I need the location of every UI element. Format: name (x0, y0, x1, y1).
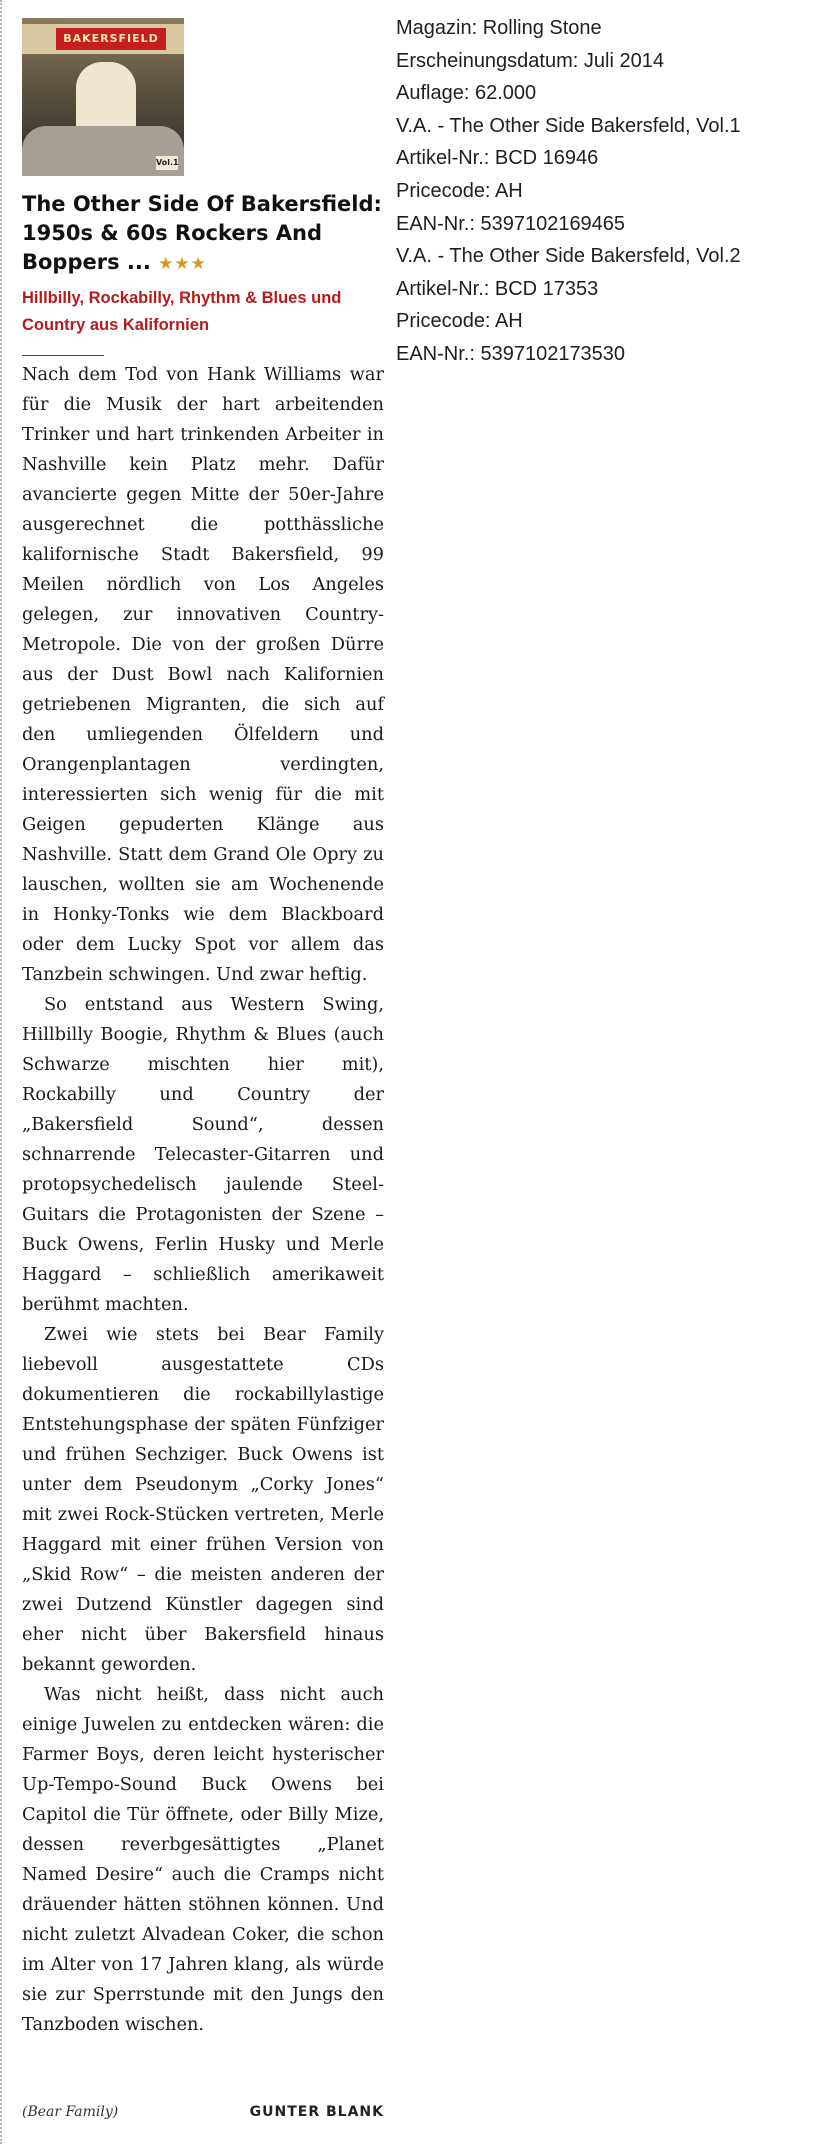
paragraph-2: So entstand aus Western Swing, Hillbilly Boogie, Rhythm & Blues (auch Schwarze mischten hier mit), Rockabilly und Country der „Bakersfield Sound“, dessen schnarrende Telecaster-Gitarren und protopsychedelisch jaulende Steel-Guitars die Protagonisten der Szene – Buck Owens, Ferlin Husky und Merle Haggard – schließlich amerikaweit berühmt machten. (22, 994, 384, 1315)
paragraph-4: Was nicht heißt, dass nicht auch einige Juwelen zu entdecken wären: die Farmer Boys, deren leicht hysterischer Up-Tempo-Sound Buck Owens bei Capitol die Tür öffnete, oder Billy Mize, dessen reverbgesättigtes „Planet Named Desire“ auch die Cramps nicht dräuender hätten stöhnen können. Und nicht zuletzt Alvadean Coker, die schon im Alter von 17 Jahren klang, als würde sie zur Sperrstunde mit den Jungs den Tanzboden wischen. (22, 1684, 384, 2035)
review-column (0, 0, 390, 2144)
meta-article-vol1: Artikel-Nr.: BCD 16946 (396, 147, 599, 170)
record-label: (Bear Family) (22, 2104, 119, 2120)
review-title-text: The Other Side Of Bakersfield: 1950s & 60s Rockers And Boppers ... (22, 192, 382, 274)
review-title (22, 190, 384, 279)
meta-pricecode-vol1: Pricecode: AH (396, 179, 523, 202)
meta-date: Erscheinungsdatum: Juli 2014 (396, 49, 664, 72)
author-name: GUNTER BLANK (249, 2104, 384, 2120)
byline (22, 2104, 384, 2130)
cover-volume: Vol.1 (156, 156, 178, 170)
review-body (22, 360, 384, 2040)
metadata-block (396, 12, 819, 371)
album-cover-image (22, 18, 184, 176)
meta-release-vol2: V.A. - The Other Side Bakersfeld, Vol.2 (396, 245, 741, 268)
divider (22, 355, 104, 356)
meta-pricecode-vol2: Pricecode: AH (396, 310, 523, 333)
meta-circulation: Auflage: 62.000 (396, 82, 537, 105)
meta-ean-vol1: EAN-Nr.: 5397102169465 (396, 212, 626, 235)
rating-stars: ★★★ (158, 254, 207, 274)
meta-magazine: Magazin: Rolling Stone (396, 17, 602, 39)
meta-release-vol1: V.A. - The Other Side Bakersfeld, Vol.1 (396, 114, 741, 137)
review-subtitle: Hillbilly, Rockabilly, Rhythm & Blues und Country aus Kalifornien (22, 289, 342, 334)
paragraph-1: Nach dem Tod von Hank Williams war für die Musik der hart arbeitenden Trinker und hart trinkenden Arbeiter in Nashville kein Platz mehr. Dafür avancierte gegen Mitte der 50er-Jahre ausgerechnet die potthässliche kalifornische Stadt Bakersfield, 99 Meilen nördlich von Los Angeles gelegen, zur innovativen Country-Metropole. Die von der großen Dürre aus der Dust Bowl nach Kalifornien getriebenen Migranten, die sich auf den umliegenden Ölfeldern und Orangenplantagen verdingten, interessierten sich wenig für die mit Geigen gepuderten Klänge aus Nashville. Statt dem Grand Ole Opry zu lauschen, wollten sie am Wochenende in Honky-Tonks wie dem Blackboard oder dem Lucky Spot vor allem das Tanzbein schwingen. Und zwar heftig. (22, 364, 384, 985)
meta-ean-vol2: EAN-Nr.: 5397102173530 (396, 342, 626, 365)
cover-title: BAKERSFIELD (56, 28, 166, 50)
meta-article-vol2: Artikel-Nr.: BCD 17353 (396, 277, 599, 300)
paragraph-3: Zwei wie stets bei Bear Family liebevoll ausgestattete CDs dokumentieren die rockabillylastige Entstehungsphase der späten Fünfziger und frühen Sechziger. Buck Owens ist unter dem Pseudonym „Corky Jones“ mit zwei Rock-Stücken vertreten, Merle Haggard mit einer frühen Version von „Skid Row“ – die meisten anderen der zwei Dutzend Künstler dagegen sind eher nicht über Bakersfield hinaus bekannt geworden. (22, 1324, 384, 1675)
